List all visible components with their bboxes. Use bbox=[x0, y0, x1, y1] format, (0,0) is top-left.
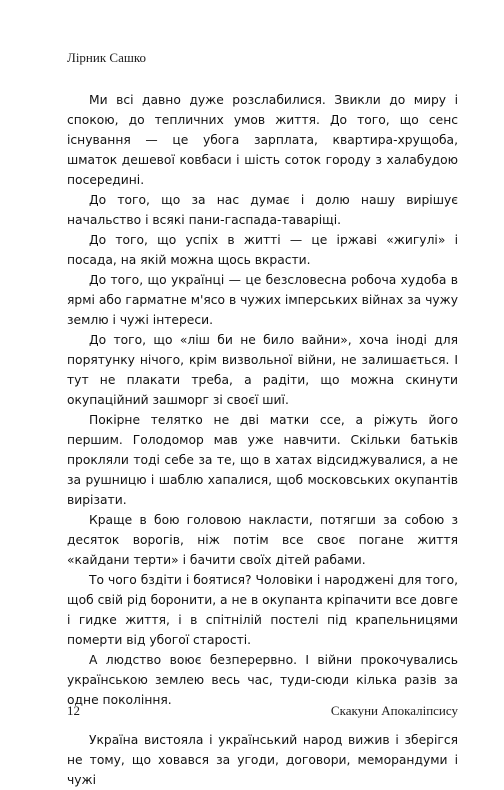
paragraph: То чого бздіти і боятися? Чоловіки і народжені для того, щоб свій рід боронити, а не в окупанта кріпачити все довге і гидке життя, і в спітнілій постелі під крапельницями померти від убогої старості. bbox=[67, 573, 458, 647]
page-number: 12 bbox=[67, 703, 80, 718]
running-header-author: Лірник Сашко bbox=[67, 50, 147, 65]
paragraph: До того, що успіх в житті — це іржаві «жигулі» і посада, на якій можна щось вкрасти. bbox=[67, 233, 458, 267]
paragraph: До того, що українці — це безсловесна робоча худоба в ярмі або гарматне м'ясо в чужих імперських війнах за чужу землю і чужі інтереси. bbox=[67, 273, 458, 327]
paragraph: А людство воює безперервно. І війни прокочувались українською землею весь час, туди-сюди кілька разів за одне покоління. bbox=[67, 653, 458, 707]
paragraph: Покірне телятко не дві матки ссе, а ріжуть його першим. Голодомор мав уже навчити. Скільки батьків прокляли тоді себе за те, що в хатах відсиджувалися, а не за рушницю і шаблю хапалися, щоб московських окупантів вирізати. bbox=[67, 413, 458, 507]
running-footer-book-title: Скакуни Апокаліпсису bbox=[330, 703, 458, 718]
paragraph: До того, що за нас думає і долю нашу вирішує начальство і всякі пани-гаспада-таваріщі. bbox=[67, 193, 458, 227]
paragraph: Україна вистояла і український народ вижив і зберігся не тому, що ховався за угоди, договори, меморандуми і чужі bbox=[67, 733, 458, 787]
paragraph: До того, що «ліш би не било вайни», хоча іноді для порятунку нічого, крім визвольної війни, не залишається. І тут не плакати треба, а радіти, що можна скинути окупаційний зашморг зі своєї шиї. bbox=[67, 333, 458, 407]
body-text bbox=[67, 90, 458, 790]
paragraph: Краще в бою головою накласти, потягши за собою з десяток ворогів, ніж потім все своє погане життя «кайдани терти» і бачити своїх дітей рабами. bbox=[67, 513, 458, 567]
paragraph: Ми всі давно дуже розслабилися. Звикли до миру і спокою, до тепличних умов життя. До того, що сенс існування — це убога зарплата, квартира-хрущоба, шматок дешевої ковбаси і шість соток городу з халабудою посередині. bbox=[67, 93, 458, 187]
